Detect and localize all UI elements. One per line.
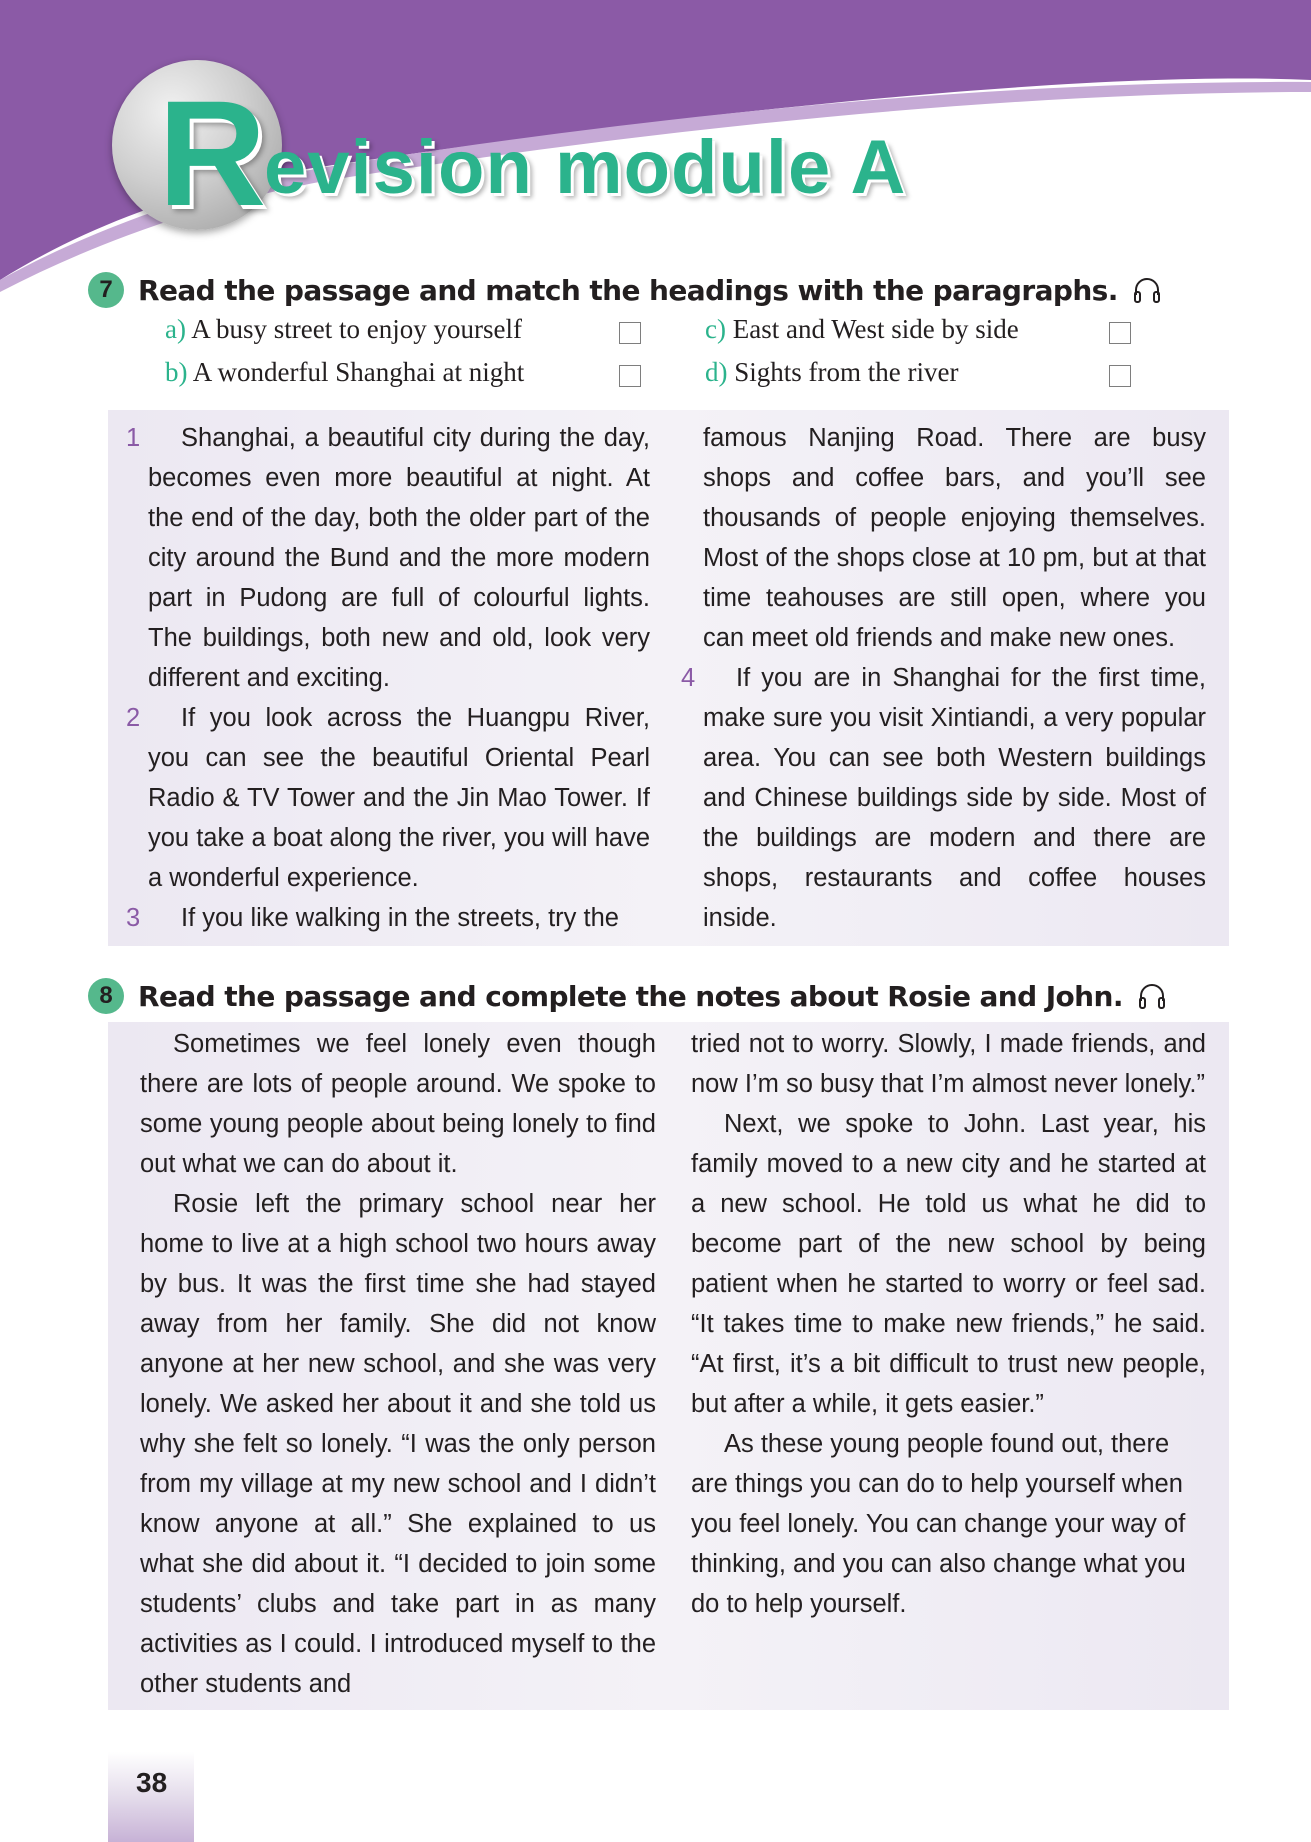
page-title: evision module A [264,125,907,210]
option-letter: d) [705,357,728,387]
passage-paragraph: Next, we spoke to John. Last year, his family moved to a new city and he started at a new school. He told us what he did to become part of the new school by being patient when he started to worry or feel sad. “It takes time to make new friends,” he said. “At first, it’s a bit difficult to trust new people, but after a while, it gets easier.” [691,1110,1206,1418]
option-text: East and West side by side [732,314,1019,344]
paragraph-text: If you look across the Huangpu River, you can see the beautiful Oriental Pearl Radio & TV Tower and the Jin Mao Tower. If you take a boat along the river, you will have a wonderful experience. [148,704,650,892]
passage-paragraph: Sometimes we feel lonely even though there are lots of people around. We spoke to some young people about being lonely to find out what we can do about it. [140,1030,656,1178]
paragraph-4 [681,658,1206,938]
passage-paragraph: As these young people found out, there are things you can do to help yourself when you feel lonely. You can change your way of thinking, and you can also change what you do to help yourself. [691,1430,1186,1618]
passage-7-left-column [126,418,650,938]
paragraph-3-continued: famous Nanjing Road. There are busy shops and coffee bars, and you’ll see thousands of people enjoying themselves. Most of the shops close at 10 pm, but at that time teahouses are still open, where you can meet old friends and make new ones. [703,424,1206,652]
paragraph-number: 1 [126,424,141,452]
heading-option-b [165,357,524,388]
page-number-tab [108,1752,194,1842]
heading-option-d [705,357,958,388]
option-text: Sights from the river [734,357,959,387]
answer-checkbox-c[interactable] [1109,322,1131,344]
option-letter: b) [165,357,188,387]
paragraph-text: If you are in Shanghai for the first time, make sure you visit Xintiandi, a very popular area. You can see both Western buildings and Chinese buildings side by side. Most of the buildings are modern and there are shops, restaurants and coffee houses inside. [703,664,1206,932]
headphones-icon[interactable] [1137,981,1167,1011]
paragraph-text: Shanghai, a beautiful city during the day, becomes even more beautiful at night. At the end of the day, both the older part of the city around the Bund and the more modern part in Pudong are full of colourful lights. The buildings, both new and old, look very different and exciting. [148,424,650,692]
heading-option-c [705,314,1019,345]
page-title-initial: R [158,69,267,237]
section-number-badge: 8 [88,978,124,1014]
option-text: A busy street to enjoy yourself [191,314,522,344]
paragraph-number: 2 [126,704,141,732]
section-7-heading [88,270,1162,310]
option-text: A wonderful Shanghai at night [192,357,525,387]
page-number: 38 [136,1767,168,1798]
passage-7-right-column [681,418,1206,938]
headphones-icon[interactable] [1132,275,1162,305]
passage-8-right-column [691,1024,1206,1624]
section-instruction: Read the passage and match the headings with the paragraphs. [138,273,1118,307]
passage-paragraph: Rosie left the primary school near her home to live at a high school two hours away by bus. It was the first time she had stayed away from her family. She did not know anyone at her new school, and she was very lonely. We asked her about it and she told us why she felt so lonely. “I was the only person from my village at my new school and I didn’t know anyone at all.” She explained to us what she did about it. “I decided to join some students’ clubs and take part in as many activities as I could. I introduced myself to the other students and [140,1190,656,1698]
heading-option-a [165,314,522,345]
section-instruction: Read the passage and complete the notes about Rosie and John. [138,979,1123,1013]
paragraph-text: If you like walking in the streets, try the [181,904,619,932]
paragraph-3 [126,898,650,938]
option-letter: a) [165,314,186,344]
section-number-badge: 7 [88,272,124,308]
option-letter: c) [705,314,726,344]
section-8-heading [88,976,1167,1016]
paragraph-1 [126,418,650,698]
paragraph-2 [126,698,650,898]
paragraph-number: 4 [681,664,696,692]
answer-checkbox-d[interactable] [1109,365,1131,387]
answer-checkbox-b[interactable] [619,365,641,387]
answer-checkbox-a[interactable] [619,322,641,344]
passage-paragraph-continued: tried not to worry. Slowly, I made friends, and now I’m so busy that I’m almost never lonely.” [691,1030,1206,1098]
paragraph-number: 3 [126,904,141,932]
passage-8-left-column [140,1024,656,1704]
